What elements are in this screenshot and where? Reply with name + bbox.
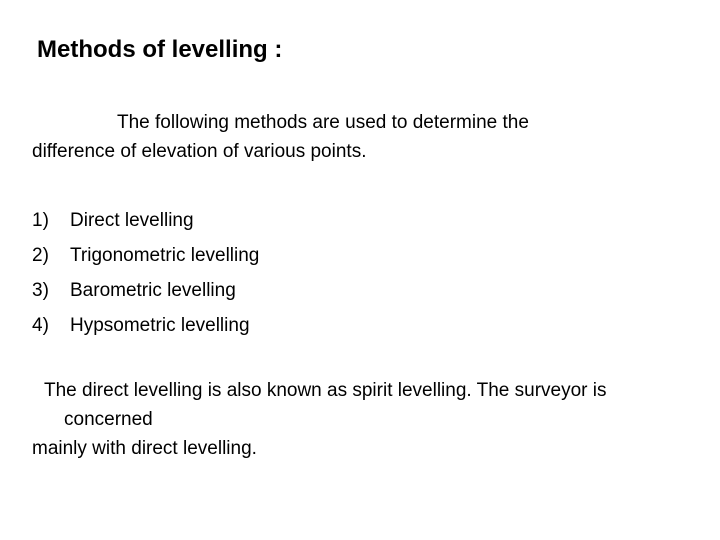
intro-line-2: difference of elevation of various points. xyxy=(32,141,367,162)
list-item xyxy=(32,203,259,238)
intro-paragraph xyxy=(32,108,672,166)
list-item-number: 4) xyxy=(32,315,49,336)
list-item-label: Barometric levelling xyxy=(70,280,236,301)
closing-line-3: mainly with direct levelling. xyxy=(32,438,257,459)
page-title: Methods of levelling : xyxy=(37,36,283,63)
list-item xyxy=(32,273,259,308)
closing-line-2: concerned xyxy=(64,409,153,430)
methods-list xyxy=(32,203,259,343)
list-item-number: 3) xyxy=(32,280,49,301)
intro-line-1: The following methods are used to determine the xyxy=(117,112,529,133)
closing-paragraph xyxy=(32,376,702,463)
list-item-number: 1) xyxy=(32,210,49,231)
list-item-label: Direct levelling xyxy=(70,210,194,231)
list-item-number: 2) xyxy=(32,245,49,266)
list-item xyxy=(32,308,259,343)
list-item xyxy=(32,238,259,273)
closing-line-1: The direct levelling is also known as spirit levelling. The surveyor is xyxy=(44,380,607,401)
list-item-label: Trigonometric levelling xyxy=(70,245,260,266)
list-item-label: Hypsometric levelling xyxy=(70,315,250,336)
